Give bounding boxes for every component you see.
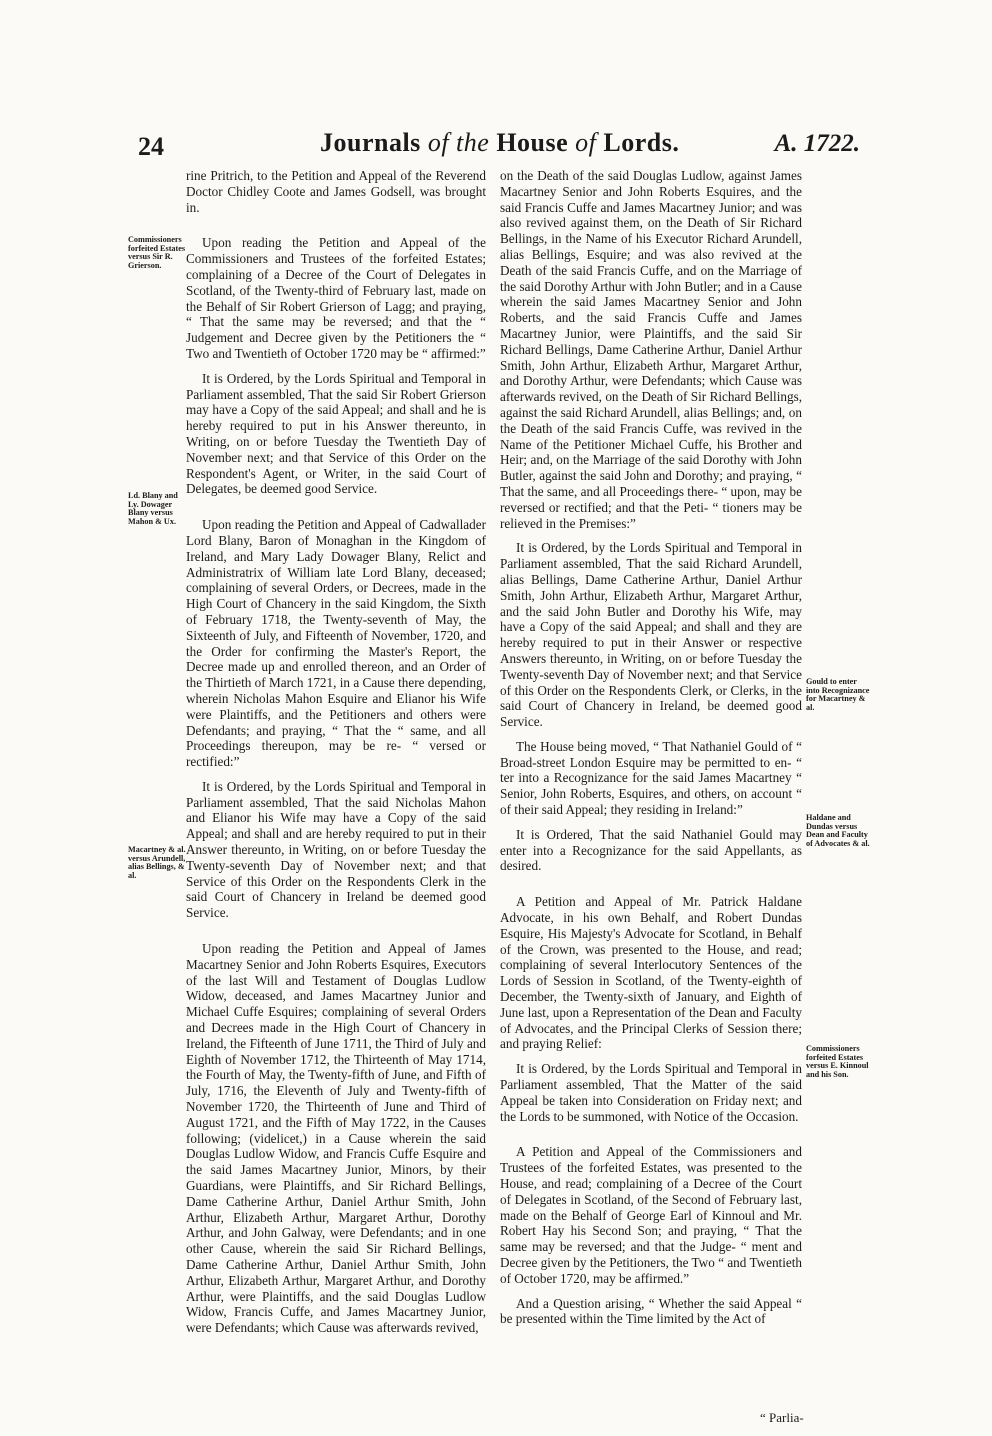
- paragraph-right-7: A Petition and Appeal of the Commissioners and Trustees of the forfeited Estates, was presented to the House, and read; complaining of a Decree of the Court of Delegates in Scotland, of the Second of February last, made on the Behalf of George Earl of Kinnoul and Mr. Robert Hay his Second Son; and praying, “ That the same may be reversed; and that the Judge- “ ment and Decree given by the Petitioners, the Two “ and Twentieth of October 1720, may be affirmed.”: [500, 1144, 802, 1286]
- margin-note-gould-recognizance: Gould to enter into Recognizance for Macartney & al.: [806, 677, 870, 712]
- paragraph-left-5: It is Ordered, by the Lords Spiritual and Temporal in Parliament assembled, That the said Nicholas Mahon and Elianor his Wife may have a Copy of the said Appeal; and shall and are hereby required to put in their Answer thereunto, in Writing, on or before Tuesday the Twenty-seventh Day of November next; and that Service of this Order on the Respondents Clerk in the said Court of Chancery in Ireland be deemed good Service.: [186, 778, 486, 921]
- paragraph-right-6: It is Ordered, by the Lords Spiritual and Temporal in Parliament assembled, That the Matter of the said Appeal be taken into Consideration on Friday next; and the Lords to be summoned, with Notice of the Occasion.: [500, 1061, 802, 1124]
- year-heading: A. 1722.: [774, 130, 860, 157]
- paragraph-left-4: Upon reading the Petition and Appeal of Cadwallader Lord Blany, Baron of Monaghan in the Kingdom of Ireland, and Mary Lady Dowager Blany, Relict and Administratrix of William late Lord Blany, deceased; complaining of several Orders, or Decrees, made in the High Court of Chancery in the said Kingdom, the Sixth of February 1718, the Twenty-seventh of May, the Sixteenth of July, and Fifteenth of November, 1720, and the Order for confirming the Master's Report, the Decree made up and enrolled thereon, and an Order of the Thirtieth of March 1721, in a Cause there depending, wherein Nicholas Mahon Esquire and Elianor his Wife were Plaintiffs, and the Petitioners and others were Defendants; and praying, “ That the “ same, and all Proceedings thereupon, may be re- “ versed or rectified:”: [186, 517, 486, 770]
- title-of-the: of the: [427, 128, 497, 157]
- paragraph-left-1: rine Pritrich, to the Petition and Appeal of the Reverend Doctor Chidley Coote and James Godsell, was brought in.: [186, 168, 486, 215]
- title-lords: Lords.: [603, 128, 680, 157]
- left-column: [186, 168, 486, 1345]
- catchword: “ Parlia-: [760, 1410, 804, 1425]
- paragraph-right-2: It is Ordered, by the Lords Spiritual and Temporal in Parliament assembled, That the said Richard Arundell, alias Bellings, Dame Catherine Arthur, Daniel Arthur Smith, John Arthur, Elizabeth Arthur, Margaret Arthur, and the said John Butler and Dorothy his Wife, may have a Copy of the said Appeal; and shall and they are hereby required to put in their Answer or respective Answers thereunto, in Writing, on or before Tuesday the Twenty-seventh Day of November next; and that Service of this Order on the Respondents Clerk, or Clerks, in the said Court of Chancery in Ireland, be deemed good Service.: [500, 540, 802, 730]
- margin-note-macartney-arundell: Macartney & al. versus Arundell, alias Bellings, & al.: [128, 845, 186, 880]
- running-title: [320, 128, 679, 158]
- paragraph-left-3: It is Ordered, by the Lords Spiritual and Temporal in Parliament assembled, That the said Sir Robert Grierson may have a Copy of the said Appeal; and shall and he is hereby required to put in his Answer thereunto, in Writing, on or before Tuesday the Twentieth Day of November next; and that Service of this Order on the Respondent's Agent, or Writer, in the said Court of Delegates, be deemed good Service.: [186, 370, 486, 497]
- paragraph-right-8: And a Question arising, “ Whether the said Appeal “ be presented within the Time limited by the Act of: [500, 1295, 802, 1327]
- title-of: of: [575, 128, 604, 157]
- paragraph-left-2: Upon reading the Petition and Appeal of the Commissioners and Trustees of the forfeited Estates; complaining of a Decree of the Court of Delegates in Scotland, of the Twenty-third of February last, made on the Behalf of Sir Robert Grierson of Lagg; and praying, “ That the same may be reversed; and that the “ Judgement and Decree given by the Petitioners the “ Two and Twentieth of October 1720 may be “ affirmed:”: [186, 235, 486, 361]
- title-house: House: [496, 128, 576, 157]
- right-column: [500, 168, 802, 1336]
- margin-note-blany-mahon: Ld. Blany and Ly. Dowager Blany versus Mahon & Ux.: [128, 491, 178, 526]
- page-number: 24: [138, 132, 164, 161]
- paragraph-left-6: Upon reading the Petition and Appeal of James Macartney Senior and John Roberts Esquires, Executors of the last Will and Testament of Douglas Ludlow Widow, deceased, and James Macartney Junior and Michael Cuffe Esquires; complaining of several Orders and Decrees made in the High Court of Chancery in Ireland, the Fifteenth of June 1711, the Third of July and Eighth of November 1712, the Thirteenth of May 1714, the Fourth of May, the Twenty-fifth of June, and Fifth of July, 1716, the Eleventh of July and Twenty-fifth of November 1720, the Thirteenth of June and Third of August 1721, and the Fifth of May 1722, in the Causes following; (videlicet,) in a Cause wherein the said Douglas Ludlow Widow, and Francis Cuffe Esquire and the said James Macartney Junior, Minors, by their Guardians, were Plaintiffs, and Sir Richard Bellings, Dame Catherine Arthur, Daniel Arthur Smith, John Arthur, Elizabeth Arthur, Margaret Arthur, Dorothy Arthur, and John Galway, were Defendants; and in one other Cause, wherein the said Sir Richard Bellings, Dame Catherine Arthur, Daniel Arthur Smith, John Arthur, Elizabeth Arthur, Margaret Arthur, and Dorothy Arthur, were Plaintiffs, and the said Douglas Ludlow Widow, Francis Cuffe, and James Macartney Junior, were Defendants; which Cause was afterwards revived,: [186, 941, 486, 1336]
- margin-note-haldane-dundas: Haldane and Dundas versus Dean and Faculty of Advocates & al.: [806, 813, 870, 848]
- paragraph-right-4: It is Ordered, That the said Nathaniel Gould may enter into a Recognizance for the said Appellants, as desired.: [500, 826, 802, 874]
- margin-note-commissioners-kinnoul: Commissioners forfeited Estates versus E. Kinnoul and his Son.: [806, 1044, 869, 1079]
- paragraph-right-5: A Petition and Appeal of Mr. Patrick Haldane Advocate, in his own Behalf, and Robert Dundas Esquire, His Majesty's Advocate for Scotland, in Behalf of the Crown, was presented to the House, and read; complaining of several Interlocutory Sentences of the Lords of Session in Scotland, of the Twenty-eighth of December, the Twenty-sixth of January, and Eighth of June last, upon a Representation of the Dean and Faculty of Advocates, and the Principal Clerks of Session there; and praying Relief:: [500, 894, 802, 1052]
- paragraph-right-1: on the Death of the said Douglas Ludlow, against James Macartney Senior and John Roberts Esquires, and the said Francis Cuffe and James Macartney Junior; and was also revived against them, on the Death of Sir Richard Bellings, in the Name of his Executor Richard Arundell, alias Bellings, Esquire; and was also revived at the Death of the said Francis Cuffe, and on the Marriage of the said Dorothy Arthur with John Butler; and in a Cause wherein the said James Macartney Senior and John Roberts, and the said Francis Cuffe and James Macartney Junior, were Plaintiffs, and the said Sir Richard Bellings, Dame Catherine Arthur, Daniel Arthur Smith, John Arthur, Elizabeth Arthur, Margaret Arthur, and Dorothy Arthur, were Defendants; which Cause was afterwards revived, on the Death of Sir Richard Bellings, against the said Richard Arundell, alias Bellings; and, on the Death of the said Francis Cuffe, was revived in the Name of the Petitioner Michael Cuffe, his Brother and Heir; and, on the Marriage of the said Dorothy with John Butler, against the said John and Dorothy; and praying, “ That the same, and all Proceedings there- “ upon, may be reversed or rectified; and that the Peti- “ tioners may be relieved in the Premises:”: [500, 168, 802, 531]
- margin-note-commissioners-grierson: Commissioners forfeited Estates versus Sir R. Grierson.: [128, 235, 186, 270]
- paragraph-right-3: The House being moved, “ That Nathaniel Gould of “ Broad-street London Esquire may be permitted to en- “ ter into a Recognizance for the said James Macartney “ Senior, John Roberts, Esquires, and others, on account “ of their said Appeal; they residing in Ireland:”: [500, 738, 802, 818]
- title-journals: Journals: [320, 128, 428, 157]
- page-header: [0, 128, 992, 168]
